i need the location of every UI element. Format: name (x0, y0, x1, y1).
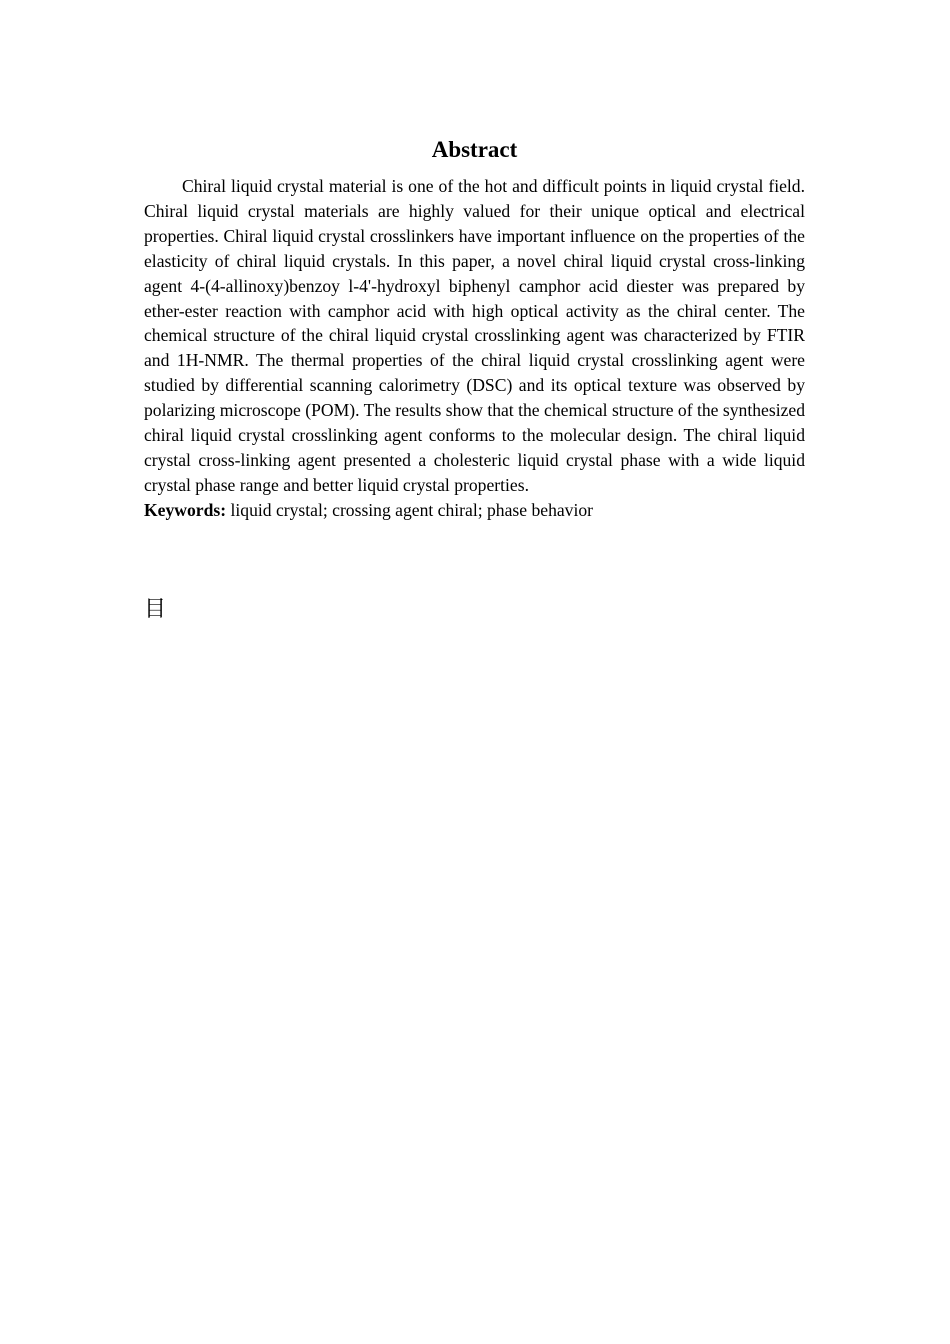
toc-heading: 目 (144, 597, 167, 622)
keywords-text: liquid crystal; crossing agent chiral; phase behavior (226, 499, 594, 520)
abstract-title: Abstract (431, 137, 518, 162)
keywords-line (144, 498, 805, 523)
abstract-body: Chiral liquid crystal material is one of the hot and difficult points in liquid crystal field. Chiral liquid crystal materials are highly valued for their unique optical and electrical properties. Chiral liquid crystal crosslinkers have important influence on the properties of the elasticity of chiral liquid crystals. In this paper, a novel chiral liquid crystal cross-linking agent 4-(4-allinoxy)benzoy l-4'-hydroxyl biphenyl camphor acid diester was prepared by ether-ester reaction with camphor acid with high optical activity as the chiral center. The chemical structure of the chiral liquid crystal crosslinking agent was characterized by FTIR and 1H-NMR. The thermal properties of the chiral liquid crystal crosslinking agent were studied by differential scanning calorimetry (DSC) and its optical texture was observed by polarizing microscope (POM). The results show that the chemical structure of the synthesized chiral liquid crystal crosslinking agent conforms to the molecular design. The chiral liquid crystal cross-linking agent presented a cholesteric liquid crystal phase with a wide liquid crystal phase range and better liquid crystal properties. (144, 176, 805, 495)
keywords-label: Keywords: (144, 499, 227, 520)
abstract-section (144, 136, 805, 523)
